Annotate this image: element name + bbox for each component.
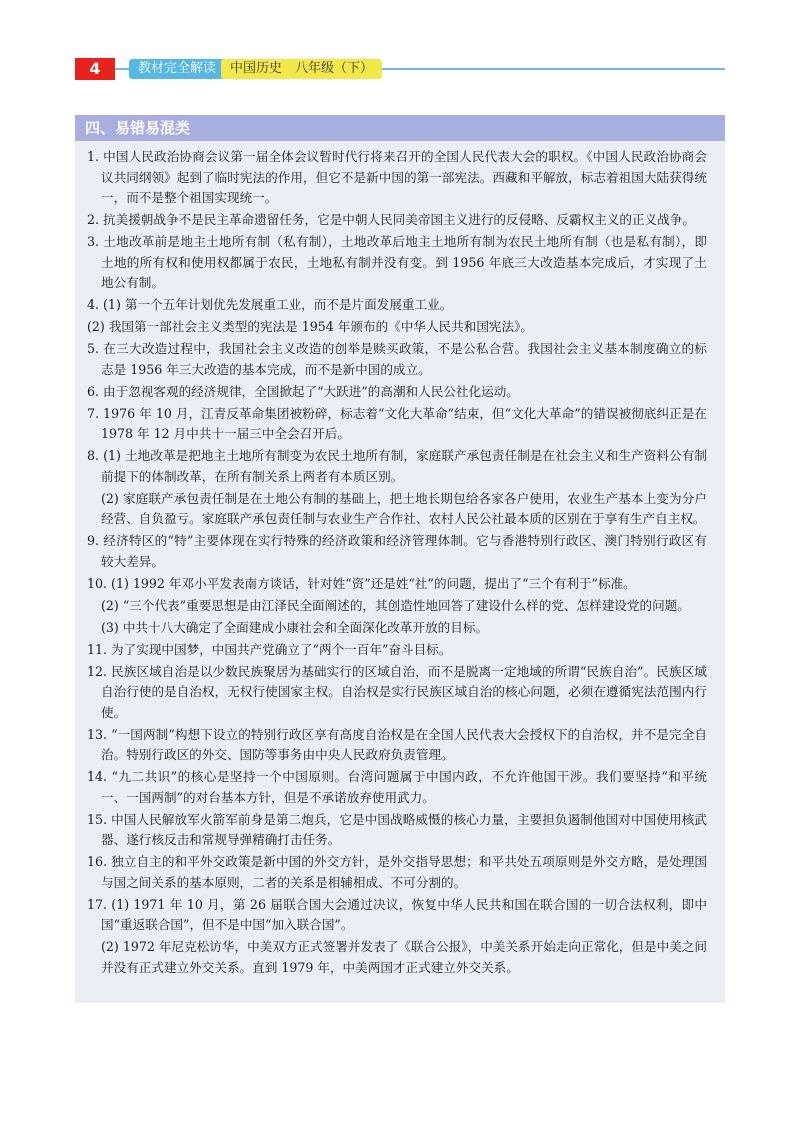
subject-tag: 中国历史 八年级（下） — [221, 59, 382, 79]
list-item: 4. (1) 第一个五年计划优先发展重工业，而不是片面发展重工业。 — [87, 297, 453, 312]
list-subitem: (2) 1972 年尼克松访华，中美双方正式签署并发表了《联合公报》，中美关系开始走向正常化，但是中美之间并没有正式建立外交关系。直到 1979 年，中美两国才正式建立外交关系。 — [101, 939, 707, 975]
page-header — [75, 58, 725, 80]
book-title-tag: 教材完全解读 — [129, 59, 225, 79]
list-subitem: (2) 家庭联产承包责任制是在土地公有制的基础上，把土地长期包给各家各户使用，农业生产基本上变为分户经营、自负盈亏。家庭联产承包责任制与农业生产合作社、农村人民公社最本质的区别在于享有生产自主权。 — [101, 490, 707, 526]
list-subitem: (3) 中共十八大确定了全面建成小康社会和全面深化改革开放的目标。 — [101, 619, 489, 635]
list-item: 5. 在三大改造过程中，我国社会主义改造的创举是赎买政策，不是公私合营。我国社会主义基本制度确立的标志是 1956 年三大改造的基本完成，而不是新中国的成立。 — [87, 341, 707, 377]
list-subitem: (2) “三个代表”重要思想是由江泽民全面阐述的，其创造性地回答了建设什么样的党、怎样建设党的问题。 — [101, 597, 690, 613]
list-item: 6. 由于忽视客观的经济规律，全国掀起了“大跃进”的高潮和人民公社化运动。 — [87, 383, 519, 399]
list-item: 17. (1) 1971 年 10 月，第 26 届联合国大会通过决议，恢复中华人民共和国在联合国的一切合法权利，即中国“重返联合国”，但不是中国“加入联合国”。 — [87, 896, 707, 932]
list-item: 3. 土地改革前是地主土地所有制（私有制），土地改革后地主土地所有制为农民土地所有制（也是私有制），即土地的所有权和使用权都属于农民，土地私有制并没有变。到 1956 年底三大改造基本完成后，才实现了土地公有制。 — [87, 234, 707, 290]
section-title: 四、易错易混类 — [75, 115, 725, 141]
list-item: 1. 中国人民政治协商会议第一届全体会议暂时代行将来召开的全国人民代表大会的职权。《中国人民政治协商会议共同纲领》起到了临时宪法的作用，但它不是新中国的第一部宪法。西藏和平解放，标志着祖国大陆获得统一，而不是整个祖国实现统一。 — [87, 149, 707, 205]
list-item: 2. 抗美援朝战争不是民主革命遗留任务，它是中朝人民同美帝国主义进行的反侵略、反霸权主义的正义战争。 — [87, 212, 695, 227]
list-item: 12. 民族区域自治是以少数民族聚居为基础实行的区域自治，而不是脱离一定地域的所谓“民族自治”。民族区域自治行使的是自治权，无权行使国家主权。自治权是实行民族区域自治的核心问题，必须在遵循宪法范围内行使。 — [87, 663, 707, 720]
list-item: 14. “九二共识”的核心是坚持一个中国原则。台湾问题属于中国内政，不允许他国干涉。我们要坚持“和平统一、一国两制”的对台基本方针，但是不承诺放弃使用武力。 — [87, 769, 707, 805]
list-item: 13. “一国两制”构想下设立的特别行政区享有高度自治权是在全国人民代表大会授权下的自治权，并不是完全自治。特别行政区的外交、国防等事务由中央人民政府负责管理。 — [87, 726, 707, 762]
page-number: 4 — [75, 58, 115, 80]
list-item: 8. (1) 土地改革是把地主土地所有制变为农民土地所有制，家庭联产承包责任制是在社会主义和生产资料公有制前提下的体制改革，在所有制关系上两者有本质区别。 — [87, 448, 707, 484]
list-item: 9. 经济特区的“特”主要体现在实行特殊的经济政策和经济管理体制。它与香港特别行政区、澳门特别行政区有较大差异。 — [87, 533, 707, 569]
list-item: 16. 独立自主的和平外交政策是新中国的外交方针，是外交指导思想；和平共处五项原则是外交方略，是处理国与国之间关系的基本原则，二者的关系是相辅相成、不可分割的。 — [87, 854, 707, 890]
list-subitem: (2) 我国第一部社会主义类型的宪法是 1954 年颁布的《中华人民共和国宪法》。 — [87, 319, 534, 334]
list-item: 11. 为了实现中国梦，中国共产党确立了“两个一百年”奋斗目标。 — [87, 641, 452, 657]
content-panel — [75, 115, 725, 1003]
list-item: 7. 1976 年 10 月，江青反革命集团被粉碎，标志着“文化大革命”结束，但“文化大革命”的错误被彻底纠正是在 1978 年 12 月中共十一届三中全会召开后。 — [87, 405, 707, 441]
list-item: 10. (1) 1992 年邓小平发表南方谈话，针对姓“资”还是姓“社”的问题，提出了“三个有利于”标准。 — [87, 575, 636, 591]
item-list — [75, 141, 725, 978]
list-item: 15. 中国人民解放军火箭军前身是第二炮兵，它是中国战略威慑的核心力量，主要担负遏制他国对中国使用核武器、遂行核反击和常规导弹精确打击任务。 — [87, 811, 707, 847]
